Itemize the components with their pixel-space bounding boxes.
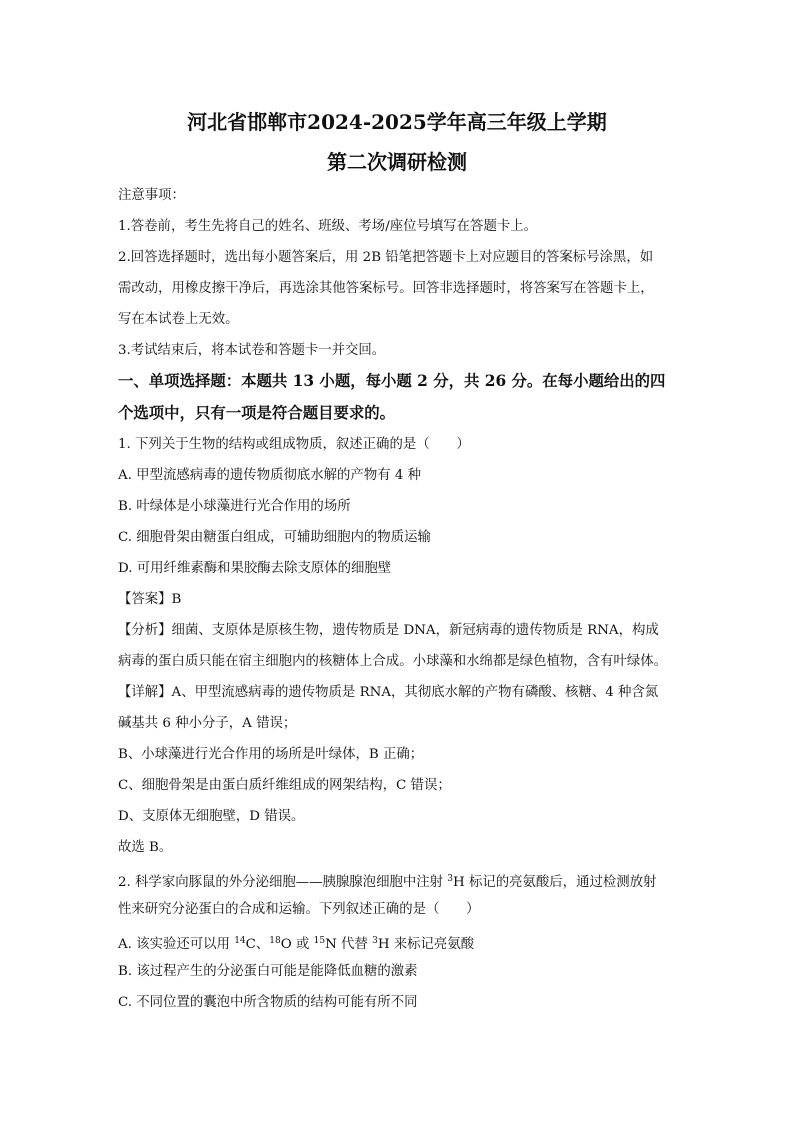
document-title-line2: 第二次调研检测 (327, 150, 467, 174)
q1-detail-d: D、支原体无细胞壁，D 错误。 (118, 809, 305, 824)
notice-item-2-line2: 需改动，用橡皮擦干净后，再选涂其他答案标号。回答非选择题时，将答案写在答题卡上， (118, 281, 654, 296)
q1-analysis-line1: 【分析】细菌、支原体是原核生物，遗传物质是 DNA，新冠病毒的遗传物质是 RNA，构成 (118, 623, 659, 638)
q2-stem-line2: 性来研究分泌蛋白的合成和运输。下列叙述正确的是（ ） (118, 902, 480, 917)
notice-item-2-line3: 写在本试卷上无效。 (118, 312, 239, 327)
q2-option-a (118, 932, 688, 954)
q2-option-a-text-3: N 代替 (325, 937, 373, 952)
q2-option-a-text-1: C、 (245, 937, 270, 952)
q2-stem-superscript: 3 (447, 874, 454, 884)
q1-detail-b: B、小球藻进行光合作用的场所是叶绿体，B 正确； (118, 747, 424, 762)
q2-stem-text-a: 2. 科学家向豚鼠的外分泌细胞——胰腺腺泡细胞中注射 (118, 875, 448, 890)
q1-option-c: C. 细胞骨架由糖蛋白组成，可辅助细胞内的物质运输 (118, 530, 431, 545)
q2-option-b: B. 该过程产生的分泌蛋白可能是能降低血糖的激素 (118, 964, 418, 979)
q1-option-d: D. 可用纤维素酶和果胶酶去除支原体的细胞壁 (118, 561, 392, 576)
document-title-line1: 河北省邯郸市2024-2025学年高三年级上学期 (187, 110, 607, 134)
q2-option-a-sup-2: 18 (269, 936, 281, 946)
notice-heading: 注意事项： (118, 188, 185, 203)
q1-option-a: A. 甲型流感病毒的遗传物质彻底水解的产物有 4 种 (118, 468, 422, 483)
q2-option-a-sup-4: 3 (372, 936, 378, 946)
q2-option-c: C. 不同位置的囊泡中所含物质的结构可能有所不同 (118, 995, 418, 1010)
q2-option-a-sup-3: 15 (313, 936, 326, 946)
q2-option-a-text: A. 该实验还可以用 (118, 937, 235, 952)
q1-detail-line2: 碱基共 6 种小分子，A 错误； (118, 716, 297, 731)
q2-stem-line1 (118, 870, 688, 892)
q1-choose: 故选 B。 (118, 840, 173, 855)
notice-item-1: 1.答卷前，考生先将自己的姓名、班级、考场/座位号填写在答题卡上。 (118, 219, 538, 234)
q1-detail-line1: 【详解】A、甲型流感病毒的遗传物质是 RNA，其彻底水解的产物有磷酸、核糖、4 种含氮 (118, 685, 659, 700)
q2-option-a-sup-1: 14 (234, 936, 246, 946)
q1-option-b: B. 叶绿体是小球藻进行光合作用的场所 (118, 499, 351, 514)
q1-analysis-line2: 病毒的蛋白质只能在宿主细胞内的核糖体上合成。小球藻和水绵都是绿色植物，含有叶绿体。 (118, 654, 668, 669)
q2-option-a-text-4: H 来标记亮氨酸 (377, 937, 475, 952)
q1-detail-c: C、细胞骨架是由蛋白质纤维组成的网架结构，C 错误； (118, 778, 451, 793)
notice-item-3: 3.考试结束后，将本试卷和答题卡一并交回。 (118, 343, 386, 358)
q2-stem-text-b: H 标记的亮氨酸后，通过检测放射 (453, 875, 657, 890)
q1-stem: 1. 下列关于生物的结构或组成物质，叙述正确的是（ ） (118, 437, 470, 452)
q2-option-a-text-2: O 或 (280, 937, 314, 952)
notice-item-2-line1: 2.回答选择题时，选出每小题答案后，用 2B 铅笔把答题卡上对应题目的答案标号涂黑，如 (118, 250, 654, 265)
section-heading-line2: 个选项中，只有一项是符合题目要求的。 (118, 404, 396, 422)
q1-answer: 【答案】B (118, 592, 182, 607)
section-heading-line1: 一、单项选择题：本题共 13 小题，每小题 2 分，共 26 分。在每小题给出的四 (118, 372, 666, 390)
